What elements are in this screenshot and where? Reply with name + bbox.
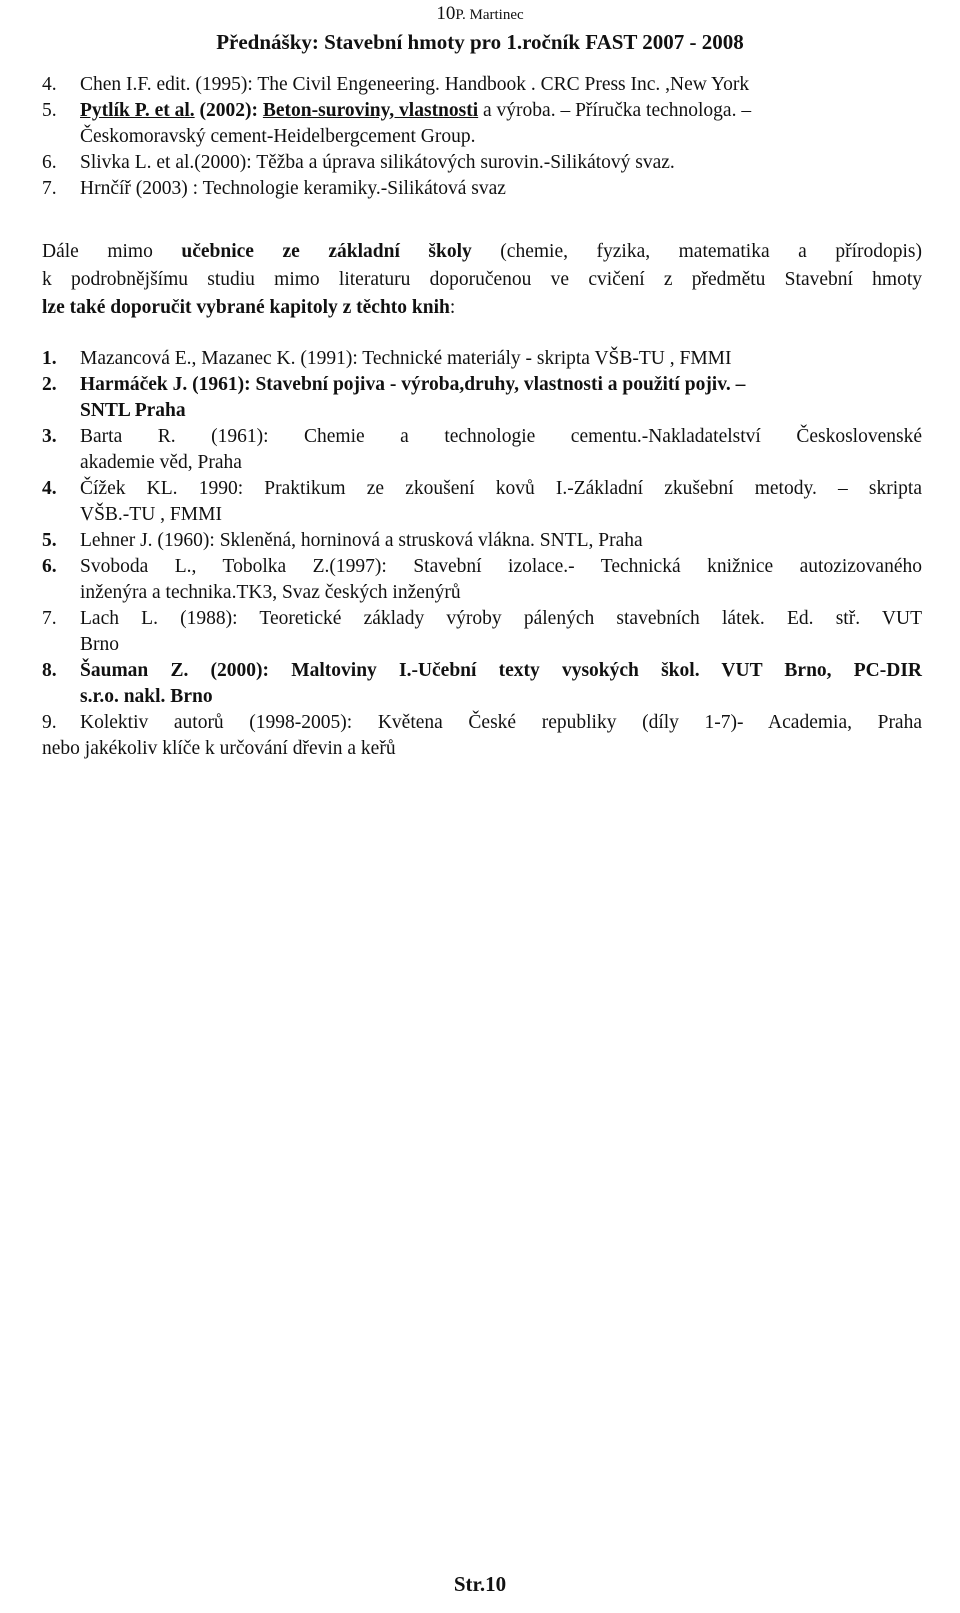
book-5: 5. Lehner J. (1960): Skleněná, horninová a strusková vlákna. SNTL, Praha	[42, 530, 643, 551]
paragraph-line-3: lze také doporučit vybrané kapitoly z těchto knih:	[42, 297, 456, 318]
book-2: 2. Harmáček J. (1961): Stavební pojiva - výroba,druhy, vlastnosti a použití pojiv. –	[42, 374, 746, 395]
book-4-cont: VŠB.-TU , FMMI	[80, 504, 222, 525]
book-7-cont: Brno	[80, 634, 119, 655]
reference-list-top	[42, 72, 922, 202]
book-6-cont: inženýra a technika.TK3, Svaz českých inženýrů	[80, 582, 461, 603]
book-4: 4. Čížek KL. 1990: Praktikum ze zkoušení kovů I.-Základní zkušební metody. – skripta	[42, 478, 922, 499]
reference-7: 7. Hrnčíř (2003) : Technologie keramiky.-Silikátová svaz	[42, 178, 506, 199]
book-8-cont: s.r.o. nakl. Brno	[80, 686, 213, 707]
header-line	[0, 2, 960, 27]
paragraph-line-1: Dále mimo učebnice ze základní školy (chemie, fyzika, matematika a přírodopis)	[42, 241, 922, 262]
page-number: 10	[436, 3, 456, 24]
book-3: 3. Barta R. (1961): Chemie a technologie cementu.-Nakladatelství Československé	[42, 426, 922, 447]
book-9: 9. Kolektiv autorů (1998-2005): Květena České republiky (díly 1-7)- Academia, Praha	[42, 712, 922, 733]
book-7: 7. Lach L. (1988): Teoretické základy výroby pálených stavebních látek. Ed. stř. VUT	[42, 608, 922, 629]
reference-5-cont: Českomoravský cement-Heidelbergcement Group.	[80, 126, 476, 147]
reference-6: 6. Slivka L. et al.(2000): Těžba a úprava silikátových surovin.-Silikátový svaz.	[42, 152, 675, 173]
author: P. Martinec	[455, 7, 524, 23]
book-9-cont: nebo jakékoliv klíče k určování dřevin a keřů	[42, 738, 396, 759]
reference-list-main	[42, 346, 922, 762]
book-8: 8. Šauman Z. (2000): Maltoviny I.-Učební texty vysokých škol. VUT Brno, PC-DIR	[42, 660, 922, 681]
reference-5: 5. Pytlík P. et al. (2002): Beton-suroviny, vlastnosti a výroba. – Příručka technologa. –	[42, 100, 752, 121]
paragraph-line-2: k podrobnějšímu studiu mimo literaturu doporučenou ve cvičení z předmětu Stavební hmoty	[42, 269, 922, 290]
page-footer: Str.10	[453, 1572, 507, 1596]
book-3-cont: akademie věd, Praha	[80, 452, 242, 473]
book-2-cont: SNTL Praha	[80, 400, 186, 421]
book-6: 6. Svoboda L., Tobolka Z.(1997): Stavební izolace.- Technická knižnice autozizovaného	[42, 556, 922, 577]
intro-paragraph	[42, 238, 922, 322]
document-title: Přednášky: Stavební hmoty pro 1.ročník FAST 2007 - 2008	[216, 30, 744, 54]
reference-4: 4. Chen I.F. edit. (1995): The Civil Engeneering. Handbook . CRC Press Inc. ,New York	[42, 74, 750, 95]
book-1: 1. Mazancová E., Mazanec K. (1991): Technické materiály - skripta VŠB-TU , FMMI	[42, 348, 732, 369]
